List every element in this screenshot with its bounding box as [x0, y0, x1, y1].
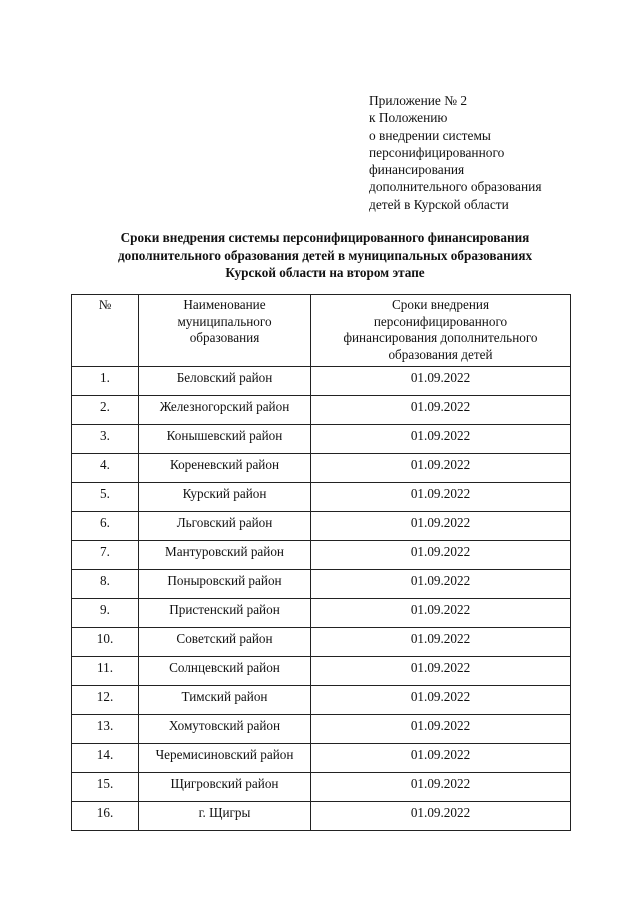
row-number: 16.	[72, 802, 139, 831]
appendix-line: к Положению	[369, 110, 448, 126]
row-number: 3.	[72, 425, 139, 454]
row-number: 7.	[72, 541, 139, 570]
appendix-line: финансирования	[369, 162, 465, 178]
row-deadline: 01.09.2022	[311, 802, 571, 831]
header-municipality-line: образования	[189, 330, 260, 345]
row-deadline: 01.09.2022	[311, 483, 571, 512]
header-deadline-line: персонифицированного	[373, 313, 508, 329]
row-number: 8.	[72, 570, 139, 599]
row-municipality: Солнцевский район	[139, 657, 311, 686]
header-deadline-line: Сроки внедрения	[391, 297, 490, 312]
row-deadline: 01.09.2022	[311, 454, 571, 483]
table-row	[72, 541, 571, 570]
row-number: 11.	[72, 657, 139, 686]
row-municipality: Хомутовский район	[139, 715, 311, 744]
row-number: 2.	[72, 396, 139, 425]
row-municipality: Щигровский район	[139, 773, 311, 802]
table-header-row	[72, 295, 571, 367]
row-municipality: Поныровский район	[139, 570, 311, 599]
table-row	[72, 802, 571, 831]
appendix-line: детей в Курской области	[369, 196, 509, 212]
row-number: 6.	[72, 512, 139, 541]
table-row	[72, 396, 571, 425]
row-municipality: Пристенский район	[139, 599, 311, 628]
row-deadline: 01.09.2022	[311, 599, 571, 628]
row-number: 14.	[72, 744, 139, 773]
schedule-table	[71, 294, 571, 831]
row-deadline: 01.09.2022	[311, 396, 571, 425]
title-line: Сроки внедрения системы персонифицированного финансирования	[120, 230, 530, 245]
row-deadline: 01.09.2022	[311, 657, 571, 686]
header-number	[72, 295, 139, 367]
appendix-line: дополнительного образования	[369, 179, 542, 195]
table-row	[72, 425, 571, 454]
header-deadline-line: финансирования дополнительного	[343, 330, 538, 345]
table-row	[72, 628, 571, 657]
appendix-line: о внедрении системы	[369, 127, 491, 143]
row-number: 5.	[72, 483, 139, 512]
row-deadline: 01.09.2022	[311, 541, 571, 570]
row-deadline: 01.09.2022	[311, 744, 571, 773]
row-deadline: 01.09.2022	[311, 425, 571, 454]
row-municipality: Черемисиновский район	[139, 744, 311, 773]
row-municipality: Советский район	[139, 628, 311, 657]
table-row	[72, 599, 571, 628]
table-row	[72, 367, 571, 396]
table-row	[72, 686, 571, 715]
table-row	[72, 715, 571, 744]
title-line: Курской области на втором этапе	[225, 265, 425, 280]
table-row	[72, 744, 571, 773]
row-municipality: Беловский район	[139, 367, 311, 396]
table-row	[72, 657, 571, 686]
row-deadline: 01.09.2022	[311, 715, 571, 744]
appendix-note	[369, 92, 542, 213]
row-municipality: Кореневский район	[139, 454, 311, 483]
table-row	[72, 773, 571, 802]
row-deadline: 01.09.2022	[311, 686, 571, 715]
row-municipality: Льговский район	[139, 512, 311, 541]
row-municipality: Тимский район	[139, 686, 311, 715]
row-number: 10.	[72, 628, 139, 657]
appendix-line: Приложение № 2	[369, 93, 468, 108]
header-deadline	[311, 295, 571, 367]
appendix-line: персонифицированного	[369, 144, 505, 160]
row-municipality: Курский район	[139, 483, 311, 512]
table-row	[72, 570, 571, 599]
row-number: 13.	[72, 715, 139, 744]
row-municipality: г. Щигры	[139, 802, 311, 831]
row-municipality: Железногорский район	[139, 396, 311, 425]
row-municipality: Конышевский район	[139, 425, 311, 454]
row-deadline: 01.09.2022	[311, 773, 571, 802]
row-number: 1.	[72, 367, 139, 396]
header-municipality-line: муниципального	[177, 313, 272, 329]
row-deadline: 01.09.2022	[311, 367, 571, 396]
row-number: 9.	[72, 599, 139, 628]
row-deadline: 01.09.2022	[311, 512, 571, 541]
header-municipality	[139, 295, 311, 367]
row-number: 4.	[72, 454, 139, 483]
table-row	[72, 512, 571, 541]
row-municipality: Мантуровский район	[139, 541, 311, 570]
header-deadline-line: образования детей	[388, 346, 493, 362]
row-deadline: 01.09.2022	[311, 570, 571, 599]
title-line: дополнительного образования детей в муниципальных образованиях	[117, 247, 533, 263]
document-title	[60, 229, 590, 282]
table-row	[72, 454, 571, 483]
header-number-label: №	[98, 297, 112, 312]
row-number: 12.	[72, 686, 139, 715]
row-deadline: 01.09.2022	[311, 628, 571, 657]
header-municipality-line: Наименование	[183, 297, 266, 312]
row-number: 15.	[72, 773, 139, 802]
table-row	[72, 483, 571, 512]
